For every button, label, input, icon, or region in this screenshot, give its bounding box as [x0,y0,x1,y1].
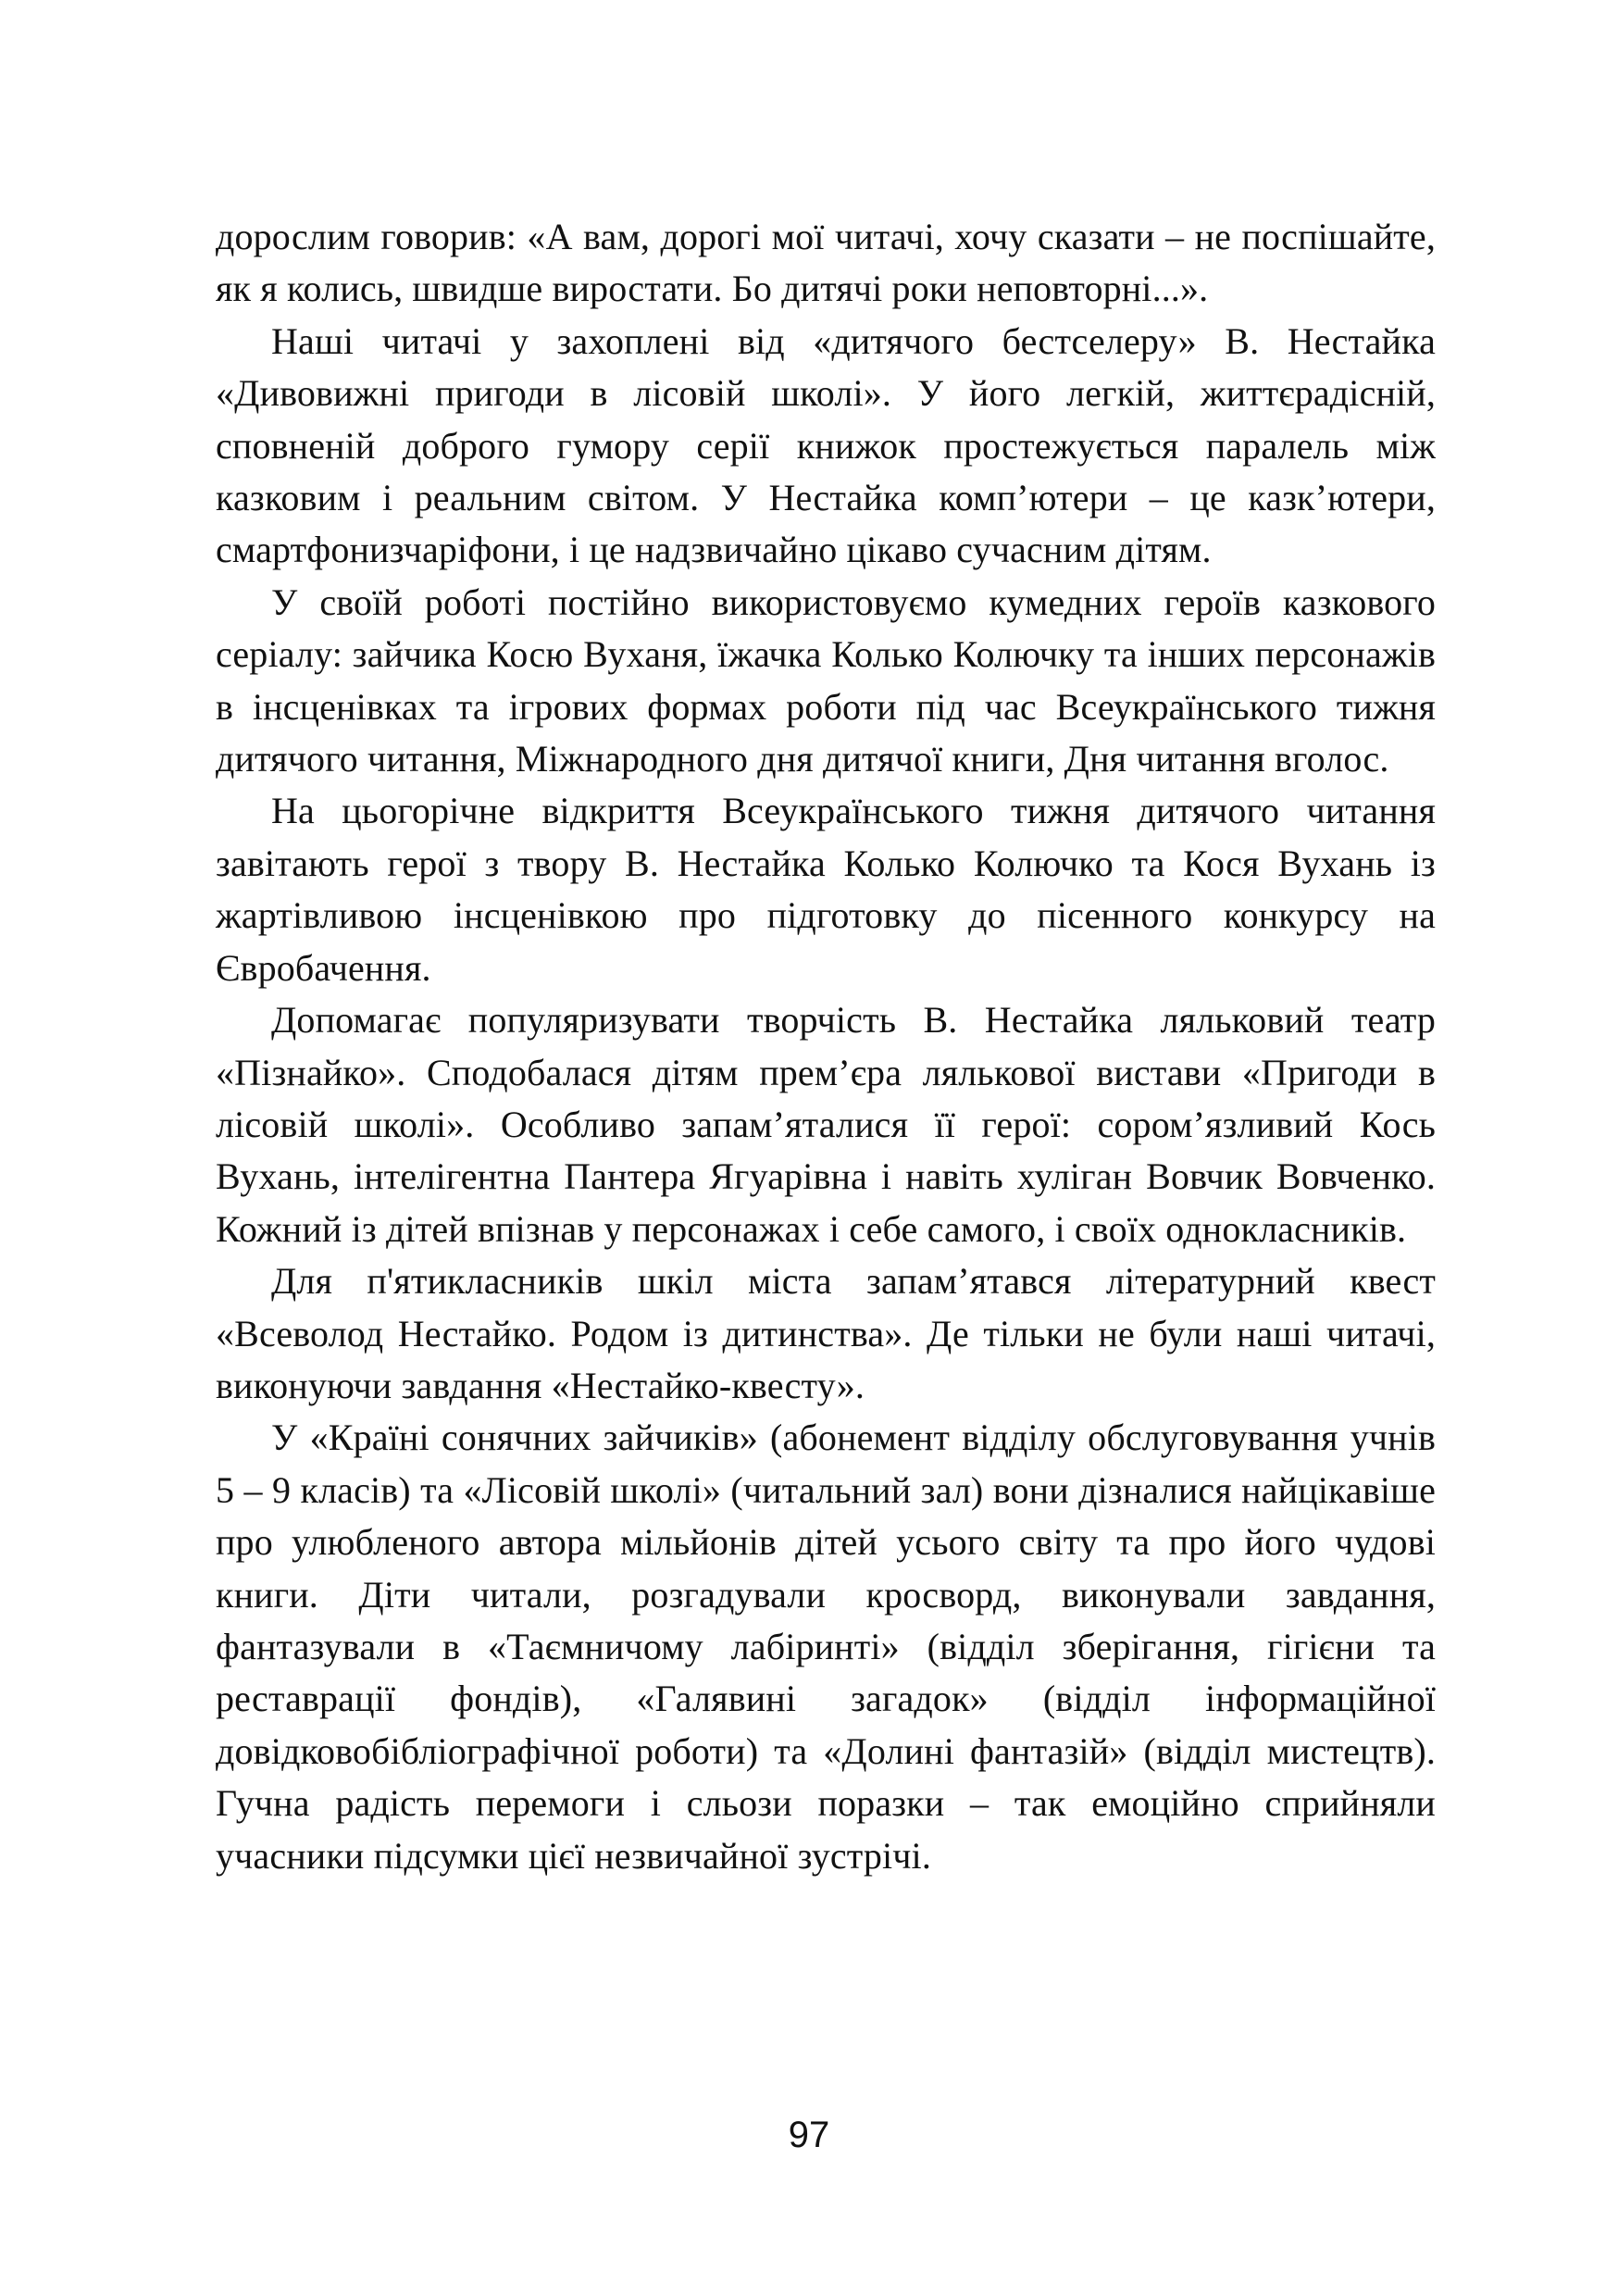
paragraph-3: У своїй роботі постійно використовуємо кумедних героїв казкового серіалу: зайчика Косю Вуханя, їжачка Колько Колючку та інших персонажів в інсценівках та ігрових формах роботи під час Всеукраїнського тижня дитячого читання, Міжнародного дня дитячої книги, Дня читання вголос. [216,580,1436,780]
paragraph-6: Для п'ятикласників шкіл міста запам’ятався літературний квест «Всеволод Нестайко. Родом із дитинства». Де тільки не були наші читачі, виконуючи завдання «Нестайко-квесту». [216,1260,1436,1406]
paragraph-7: У «Країні сонячних зайчиків» (абонемент відділу обслуговування учнів 5 – 9 класів) та «Лісовій школі» (читальний зал) вони дізналися найцікавіше про улюбленого автора мільйонів дітей усього світу та про його чудові книги. Діти читали, розгадували кросворд, виконували завдання, фантазували в «Таємничому лабіринті» (відділ зберігання, гігієни та реставрації фондів), «Галявині загадок» (відділ інформаційної довідковобібліографічної роботи) та «Долині фантазій» (відділ мистецтв). Гучна радість перемоги і сльози поразки – так емоційно сприйняли учасники підсумки цієї незвичайної зустрічі. [216,1416,1436,1877]
paragraph-5: Допомагає популяризувати творчість В. Нестайка ляльковий театр «Пізнайко». Сподобалася дітям прем’єра лялькової вистави «Пригоди в лісовій школі». Особливо запам’яталися її герої: сором’язливий Кось Вухань, інтелігентна Пантера Ягуарівна і навіть хуліган Вовчик Вовченко. Кожний із дітей впізнав у персонажах і себе самого, і своїх однокласників. [216,999,1436,1250]
page-number: 97 [788,2115,830,2155]
page-body [216,211,1436,1882]
paragraph-1: дорослим говорив: «А вам, дорогі мої читачі, хочу сказати – не поспішайте, як я колись, швидше виростати. Бо дитячі роки неповторні...». [216,216,1436,310]
paragraph-4: На цьогорічне відкриття Всеукраїнського тижня дитячого читання завітають герої з твору В. Нестайка Колько Колючко та Кося Вухань із жартівливою інсценівкою про підготовку до пісенного конкурсу на Євробачення. [216,790,1436,989]
paragraph-2: Наші читачі у захоплені від «дитячого бестселеру» В. Нестайка «Дивовижні пригоди в лісовій школі». У його легкій, життєрадісній, сповненій доброго гумору серії книжок простежується паралель між казковим і реальним світом. У Нестайка комп’ютери – це казк’ютери, смартфонизчаріфони, і це надзвичайно цікаво сучасним дітям. [216,319,1436,571]
